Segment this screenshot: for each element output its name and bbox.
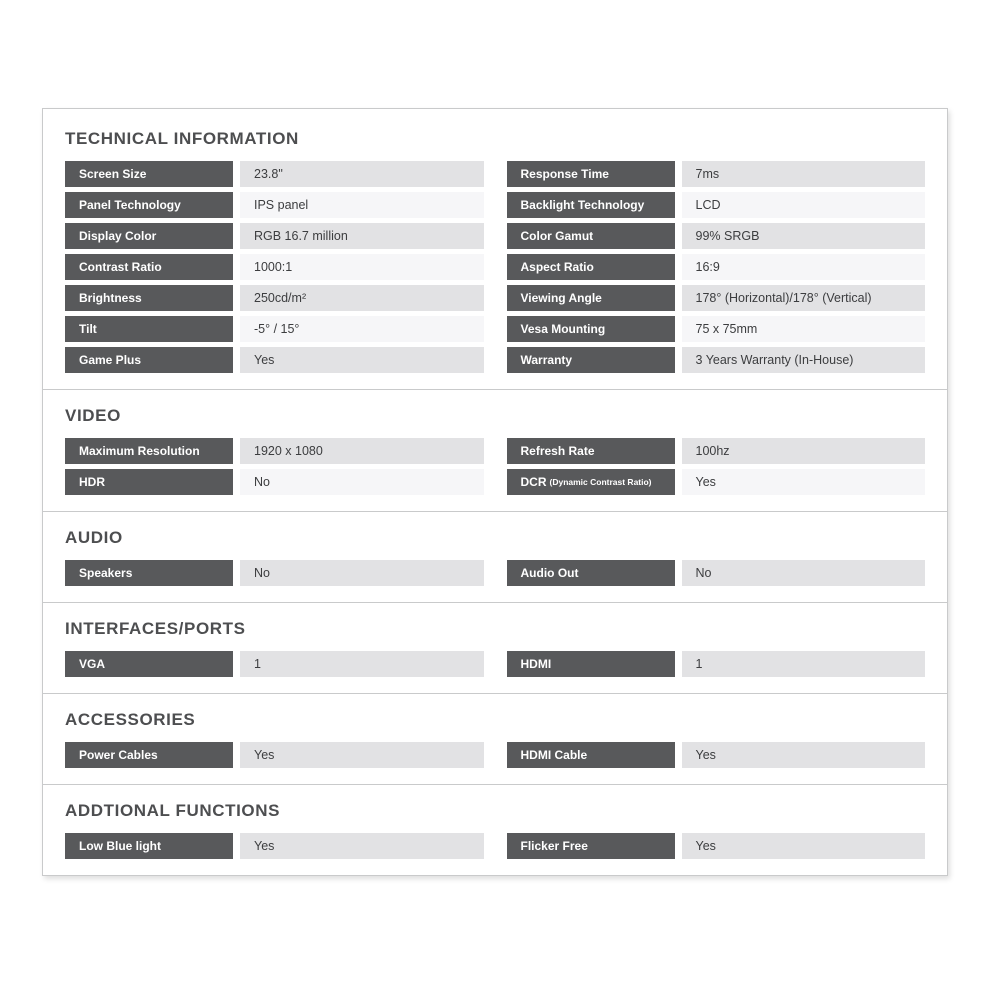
spec-section (43, 511, 947, 602)
spec-value-cell: 7ms (682, 161, 926, 187)
spec-label-cell (507, 285, 675, 311)
spec-value-cell: 75 x 75mm (682, 316, 926, 342)
spec-row (507, 254, 926, 280)
section-column-right (507, 560, 926, 586)
spec-value-cell: Yes (240, 833, 484, 859)
spec-value-cell: 178° (Horizontal)/178° (Vertical) (682, 285, 926, 311)
spec-value-cell: 100hz (682, 438, 926, 464)
section-column-right (507, 742, 926, 768)
spec-label-cell (65, 223, 233, 249)
spec-value-cell: 1920 x 1080 (240, 438, 484, 464)
spec-label-cell (507, 254, 675, 280)
spec-row (507, 223, 926, 249)
spec-row (65, 560, 484, 586)
spec-row (65, 223, 484, 249)
spec-row (65, 833, 484, 859)
spec-row (507, 560, 926, 586)
spec-label-cell (507, 438, 675, 464)
spec-label-cell (507, 316, 675, 342)
spec-label: Viewing Angle (520, 291, 602, 305)
spec-label: Power Cables (79, 748, 158, 762)
spec-label: Tilt (79, 322, 97, 336)
spec-value-cell: LCD (682, 192, 926, 218)
section-column-right (507, 651, 926, 677)
section-column-left (65, 742, 484, 768)
spec-row (65, 469, 484, 495)
spec-label-cell (507, 347, 675, 373)
spec-label-cell (507, 651, 675, 677)
spec-value-cell: 99% SRGB (682, 223, 926, 249)
spec-row (65, 285, 484, 311)
section-title: ADDTIONAL FUNCTIONS (65, 801, 281, 820)
spec-value-cell: RGB 16.7 million (240, 223, 484, 249)
section-column-right (507, 833, 926, 859)
spec-label: VGA (79, 657, 106, 671)
spec-value-cell: Yes (240, 742, 484, 768)
spec-value-cell: Yes (682, 469, 926, 495)
spec-label: Response Time (520, 167, 609, 181)
spec-section (43, 602, 947, 693)
spec-label: Display Color (79, 229, 157, 243)
spec-value-cell: No (240, 560, 484, 586)
section-column-left (65, 438, 484, 495)
spec-value-cell: 1 (240, 651, 484, 677)
spec-row (507, 316, 926, 342)
spec-value-cell: Yes (682, 833, 926, 859)
spec-label: Low Blue light (79, 839, 161, 853)
spec-row (507, 742, 926, 768)
spec-label: Flicker Free (520, 839, 588, 853)
spec-row (507, 285, 926, 311)
section-columns (65, 651, 925, 677)
spec-label: Contrast Ratio (79, 260, 162, 274)
spec-row (65, 316, 484, 342)
spec-label-cell (507, 560, 675, 586)
spec-section (43, 389, 947, 511)
spec-label-cell (65, 651, 233, 677)
section-columns (65, 161, 925, 373)
spec-value-cell: Yes (240, 347, 484, 373)
spec-label-cell (507, 742, 675, 768)
spec-label-cell (65, 347, 233, 373)
spec-row (65, 742, 484, 768)
spec-value-cell: No (682, 560, 926, 586)
spec-row (65, 161, 484, 187)
spec-label: Screen Size (79, 167, 147, 181)
spec-label-cell (65, 469, 233, 495)
spec-label: Aspect Ratio (520, 260, 594, 274)
spec-value-cell: No (240, 469, 484, 495)
spec-row (65, 438, 484, 464)
section-column-left (65, 833, 484, 859)
section-columns (65, 833, 925, 859)
spec-row (65, 254, 484, 280)
spec-label: Color Gamut (520, 229, 594, 243)
section-column-right (507, 438, 926, 495)
spec-label: Game Plus (79, 353, 142, 367)
section-title: TECHNICAL INFORMATION (65, 129, 299, 148)
spec-label-cell (65, 285, 233, 311)
section-title: AUDIO (65, 528, 123, 547)
spec-label: Refresh Rate (520, 444, 595, 458)
spec-row (65, 192, 484, 218)
spec-label-cell (507, 192, 675, 218)
spec-row (507, 192, 926, 218)
spec-label: Speakers (79, 566, 133, 580)
section-columns (65, 560, 925, 586)
spec-label-cell (507, 469, 675, 495)
spec-row (507, 438, 926, 464)
spec-label-cell (507, 161, 675, 187)
section-column-left (65, 651, 484, 677)
spec-label: HDMI (520, 657, 552, 671)
spec-label: Warranty (520, 353, 573, 367)
spec-row (507, 347, 926, 373)
spec-label: Maximum Resolution (79, 444, 200, 458)
section-title: VIDEO (65, 406, 121, 425)
spec-label: Panel Technology (79, 198, 181, 212)
spec-value-cell: 16:9 (682, 254, 926, 280)
spec-value-cell: 250cd/m² (240, 285, 484, 311)
section-title: ACCESSORIES (65, 710, 196, 729)
spec-section (43, 784, 947, 875)
spec-label: Brightness (79, 291, 142, 305)
spec-row (507, 161, 926, 187)
spec-value-cell: Yes (682, 742, 926, 768)
spec-row (65, 651, 484, 677)
spec-sheet-panel (42, 108, 948, 876)
spec-label-cell (65, 254, 233, 280)
spec-label-cell (507, 833, 675, 859)
spec-label-cell (507, 223, 675, 249)
spec-label: HDMI Cable (520, 748, 588, 762)
spec-row (65, 347, 484, 373)
section-columns (65, 438, 925, 495)
section-column-left (65, 161, 484, 373)
spec-label: Backlight Technology (520, 198, 645, 212)
spec-value-cell: 1 (682, 651, 926, 677)
spec-label-cell (65, 833, 233, 859)
spec-label-cell (65, 161, 233, 187)
spec-label: DCR (520, 475, 547, 489)
spec-section (43, 109, 947, 389)
section-columns (65, 742, 925, 768)
spec-row (507, 833, 926, 859)
spec-value-cell: IPS panel (240, 192, 484, 218)
section-title: INTERFACES/PORTS (65, 619, 246, 638)
spec-label-cell (65, 438, 233, 464)
spec-value-cell: -5° / 15° (240, 316, 484, 342)
spec-row (507, 651, 926, 677)
spec-label-cell (65, 192, 233, 218)
spec-label: Vesa Mounting (520, 322, 606, 336)
section-column-right (507, 161, 926, 373)
spec-label: HDR (79, 475, 105, 489)
spec-row (507, 469, 926, 495)
spec-label-note: (Dynamic Contrast Ratio) (549, 477, 652, 487)
spec-label-cell (65, 316, 233, 342)
spec-label-cell (65, 560, 233, 586)
spec-value-cell: 1000:1 (240, 254, 484, 280)
spec-value-cell: 23.8" (240, 161, 484, 187)
spec-value-cell: 3 Years Warranty (In-House) (682, 347, 926, 373)
spec-label: Audio Out (520, 566, 579, 580)
spec-section (43, 693, 947, 784)
spec-label-cell (65, 742, 233, 768)
section-column-left (65, 560, 484, 586)
